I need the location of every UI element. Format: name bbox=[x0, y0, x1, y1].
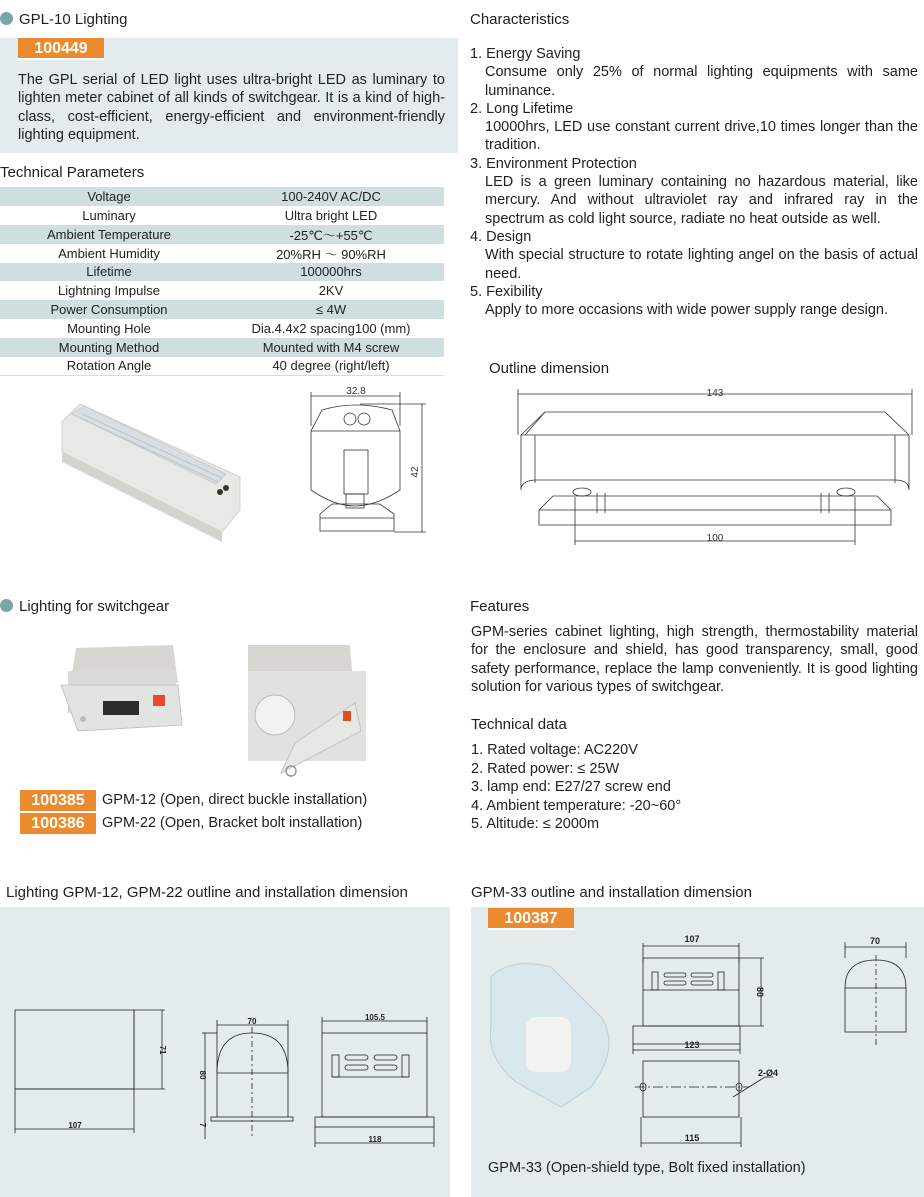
product-code-badge: 100449 bbox=[18, 38, 104, 60]
parameter-value: 20%RH ～ 90%RH bbox=[276, 246, 386, 262]
product-code-badge: 100385 bbox=[20, 790, 96, 811]
gpl10-title bbox=[0, 11, 127, 28]
dim-label: 71 bbox=[158, 1045, 167, 1055]
switchgear-title bbox=[0, 598, 169, 615]
dim-label: 70 bbox=[247, 1017, 257, 1026]
parameter-name: Power Consumption bbox=[0, 300, 218, 319]
parameter-name: Mounting Hole bbox=[67, 320, 151, 336]
characteristic-title: 1. Energy Saving bbox=[470, 46, 581, 62]
parameter-row bbox=[0, 244, 444, 263]
characteristic-title: 4. Design bbox=[470, 228, 532, 245]
characteristic-title: 2. Long Lifetime bbox=[470, 100, 574, 117]
characteristic-text: 10000hrs, LED use constant current drive,10 times longer than the tradition. bbox=[485, 119, 918, 154]
characteristic-item bbox=[470, 155, 918, 228]
parameter-row bbox=[0, 300, 444, 319]
gpl10-outline-drawing bbox=[515, 385, 915, 555]
dim-label: 107 bbox=[68, 1121, 82, 1130]
parameter-value: -25℃～+55℃ bbox=[218, 225, 444, 244]
dim-length-label: 143 bbox=[706, 388, 724, 399]
characteristic-text: Apply to more occasions with wide power supply range design. bbox=[485, 302, 888, 319]
parameter-row bbox=[0, 263, 444, 282]
characteristic-item bbox=[470, 283, 918, 320]
parameter-name: Ambient Temperature bbox=[0, 225, 218, 244]
parameter-name: Lifetime bbox=[0, 263, 218, 282]
parameter-value: Dia.4.4x2 spacing100 (mm) bbox=[251, 320, 411, 336]
technical-data-item: 4. Ambient temperature: -20~60° bbox=[471, 797, 682, 814]
characteristic-item bbox=[470, 45, 918, 100]
parameter-row bbox=[0, 187, 444, 206]
gpm33-photo bbox=[490, 964, 609, 1107]
product-label: GPM-12 (Open, direct buckle installation) bbox=[102, 791, 368, 808]
technical-data-item: 1. Rated voltage: AC220V bbox=[471, 742, 638, 758]
characteristic-item bbox=[470, 100, 918, 155]
dim-height-label: 42 bbox=[410, 466, 421, 478]
led-light-photo bbox=[40, 392, 250, 542]
parameter-row bbox=[0, 206, 444, 225]
parameter-value: 40 degree (right/left) bbox=[218, 357, 444, 376]
characteristic-item bbox=[470, 228, 918, 283]
dim-label: 80 bbox=[755, 986, 765, 998]
features-description: GPM-series cabinet lighting, high strength, thermostability material for the enclosure and shield, has good transparency, small, good safety performance, replace the lamp conveniently. It is good lighting solution for various types of switchgear. bbox=[471, 624, 918, 695]
dim-label: 115 bbox=[684, 1133, 700, 1143]
technical-parameters-title: Technical Parameters bbox=[0, 164, 145, 181]
technical-parameters-table bbox=[0, 187, 444, 376]
product-label: GPM-22 (Open, Bracket bolt installation) bbox=[102, 814, 363, 831]
product-code-badge: 100386 bbox=[20, 813, 96, 834]
bullet-dot-icon bbox=[0, 599, 13, 612]
dim-label: 107 bbox=[684, 934, 700, 944]
gpm12-dims-title: Lighting GPM-12, GPM-22 outline and installation dimension bbox=[6, 884, 408, 901]
dim-label: 7 bbox=[198, 1122, 207, 1128]
parameter-name: Lightning Impulse bbox=[58, 283, 160, 299]
gpm33-dims-panel bbox=[471, 907, 924, 1197]
dim-label: 118 bbox=[368, 1135, 382, 1144]
gpl10-side-drawing bbox=[300, 386, 440, 536]
dim-label: 123 bbox=[684, 1040, 700, 1050]
gpm33-dims-drawing bbox=[471, 907, 924, 1197]
parameter-name: Voltage bbox=[0, 187, 218, 206]
gpm12-dims-drawing bbox=[0, 907, 450, 1197]
parameter-row bbox=[0, 225, 444, 244]
parameter-name: Ambient Humidity bbox=[58, 245, 160, 261]
product-list bbox=[20, 789, 367, 835]
parameter-value: 100-240V AC/DC bbox=[218, 187, 444, 206]
technical-data-list bbox=[471, 741, 681, 834]
gpm22-photo bbox=[245, 643, 370, 783]
technical-data-item: 5. Altitude: ≤ 2000m bbox=[471, 816, 600, 833]
characteristic-text: Consume only 25% of normal lighting equipments with same luminance. bbox=[485, 64, 918, 99]
parameter-row bbox=[0, 319, 444, 338]
parameter-name: Luminary bbox=[82, 207, 136, 223]
product-code-badge: 100387 bbox=[488, 908, 574, 930]
gpl10-title-text: GPL-10 Lighting bbox=[19, 11, 128, 28]
characteristic-title: 3. Environment Protection bbox=[470, 155, 637, 172]
parameter-row bbox=[0, 281, 444, 300]
parameter-row bbox=[0, 338, 444, 357]
technical-data-item: 2. Rated power: ≤ 25W bbox=[471, 760, 620, 777]
gpm12-photo bbox=[58, 643, 188, 743]
parameter-name: Rotation Angle bbox=[0, 357, 218, 376]
product-row bbox=[20, 812, 367, 834]
characteristic-title: 5. Fexibility bbox=[470, 283, 543, 300]
bullet-dot-icon bbox=[0, 12, 13, 25]
parameter-value: 2KV bbox=[318, 283, 344, 299]
parameter-row bbox=[0, 357, 444, 376]
characteristics-title: Characteristics bbox=[470, 11, 570, 28]
technical-data-title: Technical data bbox=[471, 716, 567, 733]
characteristic-text: With special structure to rotate lighting angel on the basis of actual need. bbox=[485, 247, 918, 282]
gpl10-description: The GPL serial of LED light uses ultra-bright LED as luminary to lighten meter cabinet of all kinds of switchgear. It is a kind of high-class, cost-efficient, energy-efficient and environment-friendly lighting equipment. bbox=[18, 72, 445, 143]
technical-data-item: 3. lamp end: E27/27 screw end bbox=[471, 779, 671, 796]
product-row bbox=[20, 789, 367, 811]
dim-label: 70 bbox=[869, 936, 881, 946]
characteristics-list bbox=[470, 45, 918, 319]
gpm33-caption: GPM-33 (Open-shield type, Bolt fixed installation) bbox=[488, 1160, 806, 1176]
parameter-value: Ultra bright LED bbox=[284, 207, 378, 223]
parameter-name: Mounting Method bbox=[0, 338, 218, 357]
gpm33-dims-title: GPM-33 outline and installation dimension bbox=[471, 884, 752, 901]
features-title: Features bbox=[470, 598, 530, 615]
dim-label: 80 bbox=[198, 1070, 207, 1080]
parameter-value: Mounted with M4 screw bbox=[218, 338, 444, 357]
dim-spacing-label: 100 bbox=[706, 533, 724, 544]
dim-hole-label: 2-Ø4 bbox=[758, 1068, 779, 1078]
parameter-value: ≤ 4W bbox=[218, 300, 444, 319]
parameter-value: 100000hrs bbox=[218, 263, 444, 282]
dim-width-label: 32.8 bbox=[346, 386, 366, 397]
switchgear-title-text: Lighting for switchgear bbox=[19, 598, 170, 615]
characteristic-text: LED is a green luminary containing no hazardous material, like mercury. And without ultraviolet ray and infrared ray in the spectrum as cold light source, radiate no heat outside as well. bbox=[485, 174, 918, 227]
outline-dimension-title: Outline dimension bbox=[489, 360, 610, 377]
gpm12-dims-panel bbox=[0, 907, 450, 1197]
dim-label: 105.5 bbox=[364, 1013, 386, 1022]
